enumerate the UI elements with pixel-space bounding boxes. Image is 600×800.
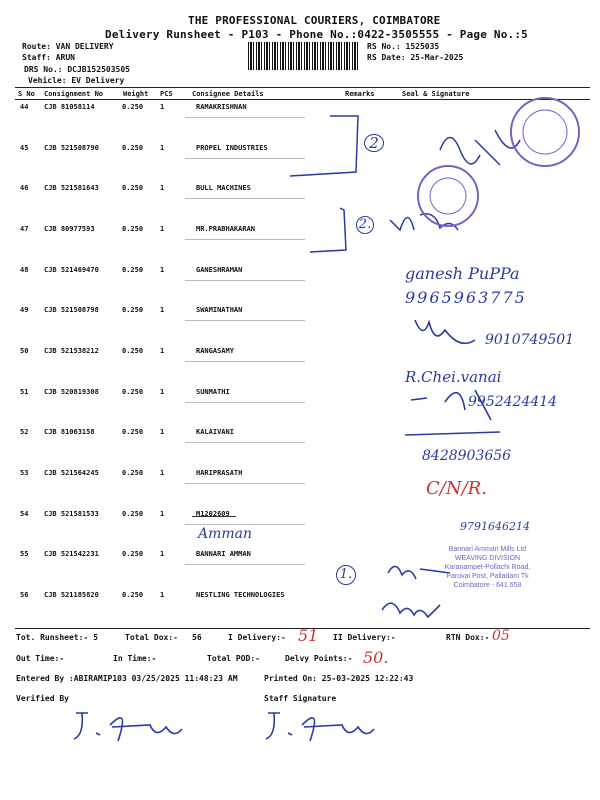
row-consignee-name: NESTLING TECHNOLOGIES — [196, 591, 285, 599]
handwritten-phone: 9010749501 — [485, 332, 575, 348]
row-consignment-no: CJB 521564245 — [44, 469, 99, 477]
stamp-line: Bannari Amman Mills Ltd — [448, 546, 527, 553]
rtn-dox-value: 05 — [492, 628, 510, 644]
handwritten-mark: 2. — [356, 216, 374, 234]
document-title: THE PROFESSIONAL COURIERS, COIMBATORE — [188, 14, 441, 27]
col-weight: Weight — [123, 90, 149, 98]
row-sno: 45 — [20, 144, 29, 152]
stamp-line: Paruvai Post, Palladam Tk — [446, 573, 529, 580]
handwritten-mark: 2 — [364, 134, 384, 152]
row-pcs: 1 — [160, 591, 165, 599]
row-weight: 0.250 — [122, 550, 144, 558]
row-consignment-no: CJB 521508790 — [44, 144, 99, 152]
handwritten-phone: 9791646214 — [460, 520, 530, 533]
in-time-label: In Time:- — [113, 654, 157, 663]
row-pcs: 1 — [160, 469, 165, 477]
strike-line — [192, 516, 236, 517]
row-consignment-no: CJB 521542231 — [44, 550, 99, 558]
total-pod-label: Total POD:- — [207, 654, 260, 663]
row-pcs: 1 — [160, 347, 165, 355]
row-divider — [185, 564, 305, 565]
handwritten-phone: 9965963775 — [405, 288, 527, 307]
row-consignee-name: M1202609 — [196, 510, 230, 518]
row-consignment-no: CJB 521538212 — [44, 347, 99, 355]
row-weight: 0.250 — [122, 388, 144, 396]
stamp-line: Karanampet-Pollachi Road, — [444, 564, 531, 571]
staff-signature — [262, 705, 392, 745]
row-consignee-name: RANGASAMY — [196, 347, 234, 355]
handwritten-phone: 8428903656 — [422, 448, 512, 464]
row-sno: 54 — [20, 510, 29, 518]
row-consignment-no: CJB 521581533 — [44, 510, 99, 518]
col-consignment: Consignment No — [44, 90, 104, 98]
row-consignment-no: CJB 80977593 — [44, 225, 95, 233]
row-weight: 0.250 — [122, 428, 144, 436]
row-consignment-no: CJB 521508798 — [44, 306, 99, 314]
row-consignee-name: BULL MACHINES — [196, 184, 251, 192]
row-pcs: 1 — [160, 306, 165, 314]
row-weight: 0.250 — [122, 306, 144, 314]
col-pcs: PCS — [160, 90, 173, 98]
row-weight: 0.250 — [122, 266, 144, 274]
handwritten-phone: 9952424414 — [468, 394, 558, 410]
stamp-line: Coimbatore - 641 658 — [453, 582, 522, 589]
row-weight: 0.250 — [122, 469, 144, 477]
row-divider — [185, 442, 305, 443]
row-weight: 0.250 — [122, 103, 144, 111]
row-weight: 0.250 — [122, 144, 144, 152]
row-sno: 44 — [20, 103, 29, 111]
row-pcs: 1 — [160, 103, 165, 111]
rs-date: RS Date: 25-Mar-2025 — [367, 53, 464, 62]
row-consignment-no: CJB 521581643 — [44, 184, 99, 192]
row-consignee-name: RAMAKRISHNAN — [196, 103, 247, 111]
handwritten-amman: Amman — [198, 526, 253, 542]
row-consignee-name: MR.PRABHAKARAN — [196, 225, 256, 233]
row-pcs: 1 — [160, 428, 165, 436]
seal-stamp-icon — [408, 162, 488, 232]
row-sno: 50 — [20, 347, 29, 355]
vehicle-label: Vehicle: EV Delivery — [28, 76, 125, 85]
row-consignee-name: BANNARI AMMAN — [196, 550, 251, 558]
row-sno: 48 — [20, 266, 29, 274]
row-sno: 52 — [20, 428, 29, 436]
document-subtitle: Delivery Runsheet - P103 - Phone No.:0422-3505555 - Page No.:5 — [105, 28, 528, 41]
row-pcs: 1 — [160, 144, 165, 152]
signature-scribbles — [405, 310, 595, 440]
row-weight: 0.250 — [122, 347, 144, 355]
entered-by: Entered By :ABIRAMIP103 03/25/2025 11:48:23 AM — [16, 674, 238, 683]
verified-signature — [70, 705, 200, 745]
row-sno: 53 — [20, 469, 29, 477]
handwritten-mark: 1. — [336, 565, 356, 585]
printed-on: Printed On: 25-03-2025 12:22:43 — [264, 674, 414, 683]
total-dox-label: Total Dox:- — [125, 633, 178, 642]
row-sno: 49 — [20, 306, 29, 314]
row-pcs: 1 — [160, 388, 165, 396]
row-consignee-name: SWAMINATHAN — [196, 306, 243, 314]
tot-runsheet: Tot. Runsheet:- 5 — [16, 633, 98, 642]
route-label: Route: VAN DELIVERY — [22, 42, 114, 51]
row-consignee-name: SUNMATHI — [196, 388, 230, 396]
row-sno: 55 — [20, 550, 29, 558]
row-sno: 51 — [20, 388, 29, 396]
row-consignee-name: PROPEL INDUSTRIES — [196, 144, 268, 152]
handwritten-name: ganesh PuPPa — [405, 264, 520, 283]
row-consignment-no: CJB 520819308 — [44, 388, 99, 396]
handwritten-cnr: C/N/R. — [426, 478, 487, 499]
row-sno: 47 — [20, 225, 29, 233]
i-delivery-label: I Delivery:- — [228, 633, 286, 642]
drs-label: DRS No.: DCJB152503505 — [24, 65, 130, 74]
row-divider — [185, 402, 305, 403]
delvy-points-value: 50. — [363, 648, 389, 667]
delvy-points-label: Delvy Points:- — [285, 654, 353, 663]
row-divider — [185, 524, 305, 525]
row-consignment-no: CJB 81058114 — [44, 103, 95, 111]
row-consignment-no: CJB 521469470 — [44, 266, 99, 274]
company-stamp — [405, 545, 570, 590]
row-pcs: 1 — [160, 510, 165, 518]
row-weight: 0.250 — [122, 510, 144, 518]
row-pcs: 1 — [160, 550, 165, 558]
row-divider — [185, 361, 305, 362]
col-remarks: Remarks — [345, 90, 375, 98]
row-pcs: 1 — [160, 266, 165, 274]
row-consignment-no: CJB 521185820 — [44, 591, 99, 599]
i-delivery-value: 51 — [298, 626, 319, 645]
col-consignee: Consignee Details — [192, 90, 264, 98]
rtn-dox-label: RTN Dox:- — [446, 633, 490, 642]
table-top-rule — [15, 87, 590, 88]
col-seal-signature: Seal & Signature — [402, 90, 470, 98]
row-weight: 0.250 — [122, 591, 144, 599]
ii-delivery-label: II Delivery:- — [333, 633, 396, 642]
barcode — [248, 42, 358, 70]
row-divider — [185, 483, 305, 484]
row-pcs: 1 — [160, 225, 165, 233]
col-sno: S No — [18, 90, 35, 98]
staff-signature-label: Staff Signature — [264, 694, 337, 703]
row-divider — [185, 320, 305, 321]
out-time-label: Out Time:- — [16, 654, 65, 663]
row-divider — [185, 280, 305, 281]
row-consignee-name: GANESHRAMAN — [196, 266, 243, 274]
verified-by-label: Verified By — [16, 694, 69, 703]
handwritten-name: R.Chei.vanai — [405, 368, 502, 386]
row-sno: 56 — [20, 591, 29, 599]
staff-label: Staff: ARUN — [22, 53, 75, 62]
stamp-line: WEAVING DIVISION — [454, 555, 521, 562]
row-weight: 0.250 — [122, 184, 144, 192]
row-pcs: 1 — [160, 184, 165, 192]
row-consignee-name: HARIPRASATH — [196, 469, 243, 477]
row-weight: 0.250 — [122, 225, 144, 233]
row-consignment-no: CJB 81063158 — [44, 428, 95, 436]
rs-number: RS No.: 1525035 — [367, 42, 440, 51]
row-consignee-name: KALAIVANI — [196, 428, 234, 436]
row-sno: 46 — [20, 184, 29, 192]
seal-stamp-icon — [500, 90, 590, 170]
total-dox-value: 56 — [192, 633, 202, 642]
